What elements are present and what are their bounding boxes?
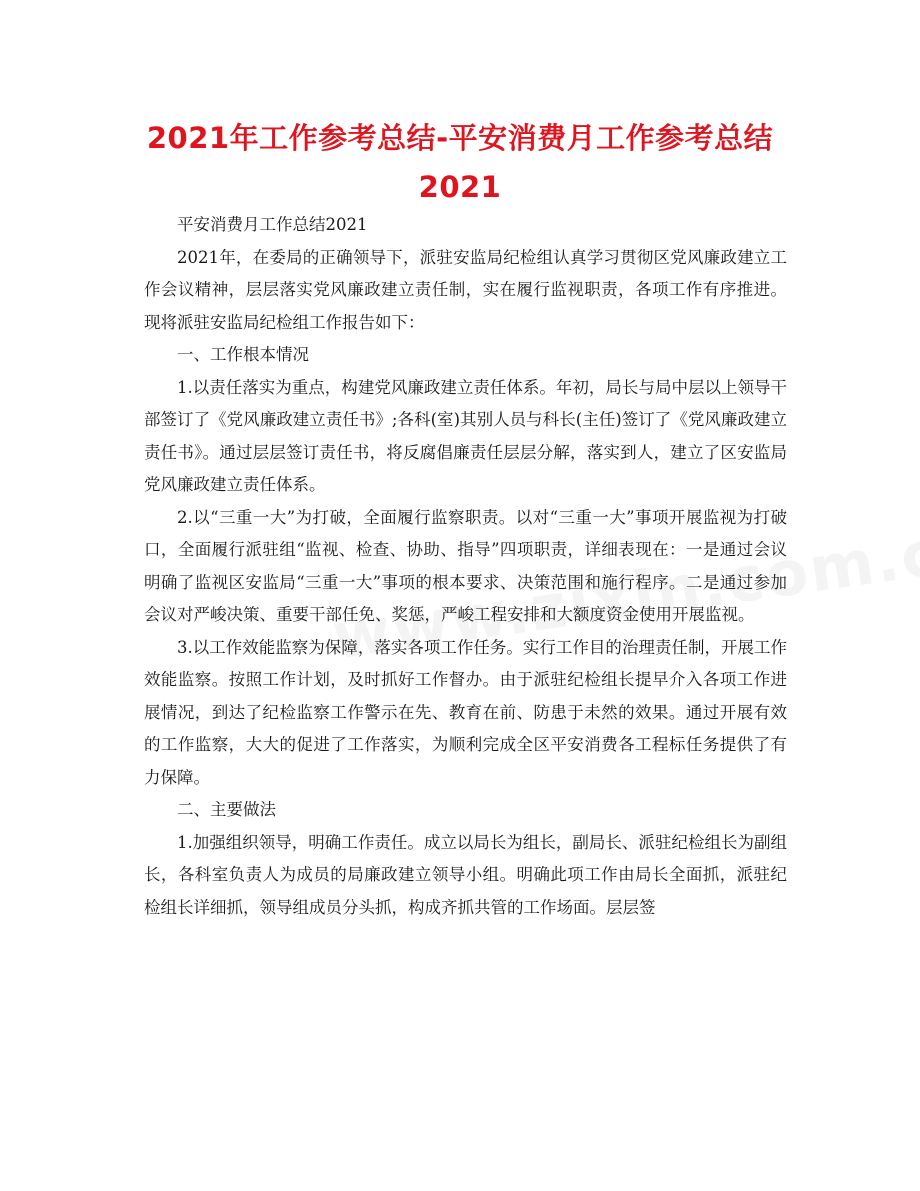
body-paragraph: 2.以“三重一大”为打破，全面履行监察职责。以对“三重一大”事项开展监视为打破口，全面履行派驻组“监视、检查、协助、指导”四项职责，详细表现在：一是通过会议明确了监视区安监局“三重一大”事项的根本要求、决策范围和施行程序。二是通过参加会议对严峻决策、重要干部任免、奖惩，严峻工程安排和大额度资金使用开展监视。 (144, 507, 787, 624)
section-heading-2: 二、主要做法 (177, 800, 276, 819)
document-title-line-1: 2021年工作参考总结-平安消费月工作参考总结 (146, 121, 774, 155)
section-heading-1: 一、工作根本情况 (177, 345, 309, 364)
body-paragraph: 3.以工作效能监察为保障，落实各项工作任务。实行工作目的治理责任制，开展工作效能监察。按照工作计划，及时抓好工作督办。由于派驻纪检组长提早介入各项工作进展情况，到达了纪检监察工作警示在先、教育在前、防患于未然的效果。通过开展有效的工作监察，大大的促进了工作落实，为顺利完成全区平安消费各工程标任务提供了有力保障。 (144, 637, 787, 787)
body-paragraph: 1.以责任落实为重点，构建党风廉政建立责任体系。年初，局长与局中层以上领导干部签订了《党风廉政建立责任书》;各科(室)其别人员与科长(主任)签订了《党风廉政建立责任书》。通过层层签订责任书，将反腐倡廉责任层层分解，落实到人，建立了区安监局党风廉政建立责任体系。 (144, 377, 787, 494)
intro-paragraph: 2021年，在委局的正确领导下，派驻安监局纪检组认真学习贯彻区党风廉政建立工作会议精神，层层落实党风廉政建立责任制，实在履行监视职责，各项工作有序推进。现将派驻安监局纪检组工作报告如下： (144, 247, 787, 332)
body-paragraph: 1.加强组织领导，明确工作责任。成立以局长为组长，副局长、派驻纪检组长为副组长，各科室负责人为成员的局廉政建立领导小组。明确此项工作由局长全面抓，派驻纪检组长详细抓，领导组成员分头抓，构成齐抓共管的工作场面。层层签 (144, 832, 787, 917)
subtitle-paragraph: 平安消费月工作总结2021 (177, 215, 368, 234)
document-body (144, 209, 787, 924)
document-title-line-2: 2021 (418, 170, 502, 204)
